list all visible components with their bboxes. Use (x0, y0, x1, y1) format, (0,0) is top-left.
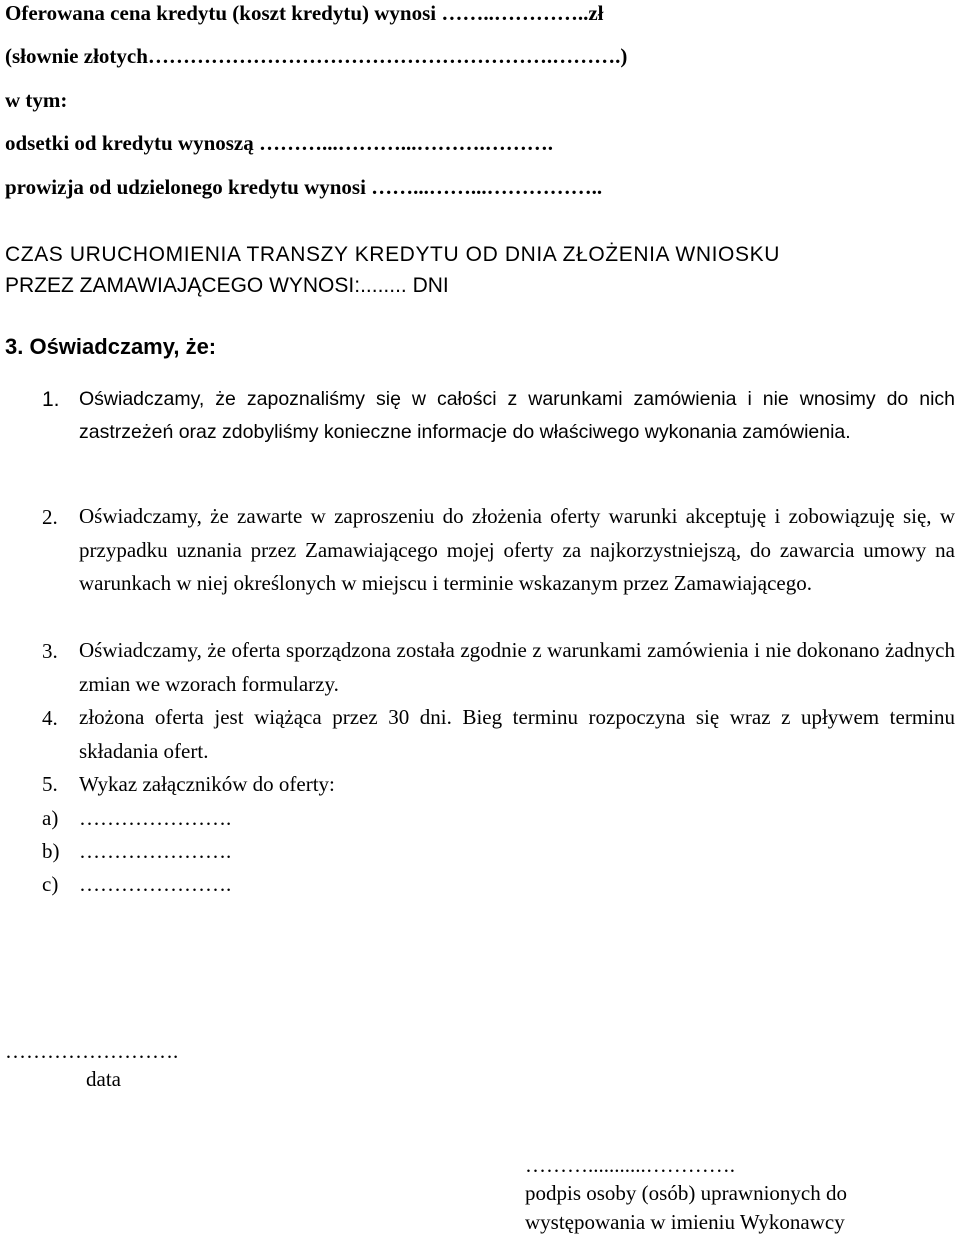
interest-line: odsetki od kredytu wynoszą ………...………...……….………. (5, 131, 553, 155)
item-text: złożona oferta jest wiążąca przez 30 dni. Bieg terminu rozpoczyna się wraz z upływem terminu składania ofert. (79, 705, 955, 763)
item-number: 2. (42, 505, 58, 529)
tranche-text-1: CZAS URUCHOMIENIA TRANSZY KREDYTU OD DNIA ZŁOŻENIA WNIOSKU (5, 243, 780, 266)
tranche-line-1 (5, 242, 955, 268)
item-text: Oświadczamy, że zapoznaliśmy się w całości z warunkami zamówienia i nie wnosimy do nich zastrzeżeń oraz zdobyliśmy konieczne informacje do właściwego wykonania zamówienia. (79, 388, 955, 443)
item-number: 4. (42, 706, 58, 730)
cost-line: Oferowana cena kredytu (koszt kredytu) wynosi ……..…………..zł (5, 1, 604, 25)
attachment-label: c) (42, 872, 59, 896)
item-text: Oświadczamy, że zawarte w zaproszeniu do złożenia oferty warunki akceptuję i zobowiązuję się, w przypadku uznania przez Zamawiającego mojej oferty za najkorzystniejszą, do zawarcia umowy na warunkach w niej określonych w miejscu i terminie wskazanym przez Zamawiającego. (79, 504, 955, 595)
item-text: Oświadczamy, że oferta sporządzona została zgodnie z warunkami zamówienia i nie dokonano żadnych zmian we wzorach formularzy. (79, 638, 955, 696)
signature-label-2: występowania w imieniu Wykonawcy (525, 1210, 845, 1234)
attachment-value: …………………. (79, 806, 232, 830)
attachment-value: …………………. (79, 872, 232, 896)
tranche-line-2: PRZEZ ZAMAWIAJĄCEGO WYNOSI:........ DNI (5, 274, 449, 297)
signature-dots: ………...........…………. (525, 1153, 735, 1177)
signature-label-1: podpis osoby (osób) uprawnionych do (525, 1181, 847, 1205)
item-text: Wykaz załączników do oferty: (79, 772, 335, 796)
date-label: data (86, 1067, 121, 1091)
item-number: 5. (42, 772, 58, 796)
item-number: 3. (42, 639, 58, 663)
attachment-value: …………………. (79, 839, 232, 863)
item-number: 1. (42, 388, 60, 411)
attachment-label: b) (42, 839, 60, 863)
date-dots: ……………………. (5, 1039, 179, 1063)
cost-breakdown-label: w tym: (5, 88, 68, 112)
section-title: 3. Oświadczamy, że: (5, 334, 217, 359)
attachment-label: a) (42, 806, 59, 830)
commission-line: prowizja od udzielonego kredytu wynosi ……...……...…………….. (5, 175, 603, 199)
cost-words-line: (słownie złotych………………………………………………….……….) (5, 44, 628, 68)
